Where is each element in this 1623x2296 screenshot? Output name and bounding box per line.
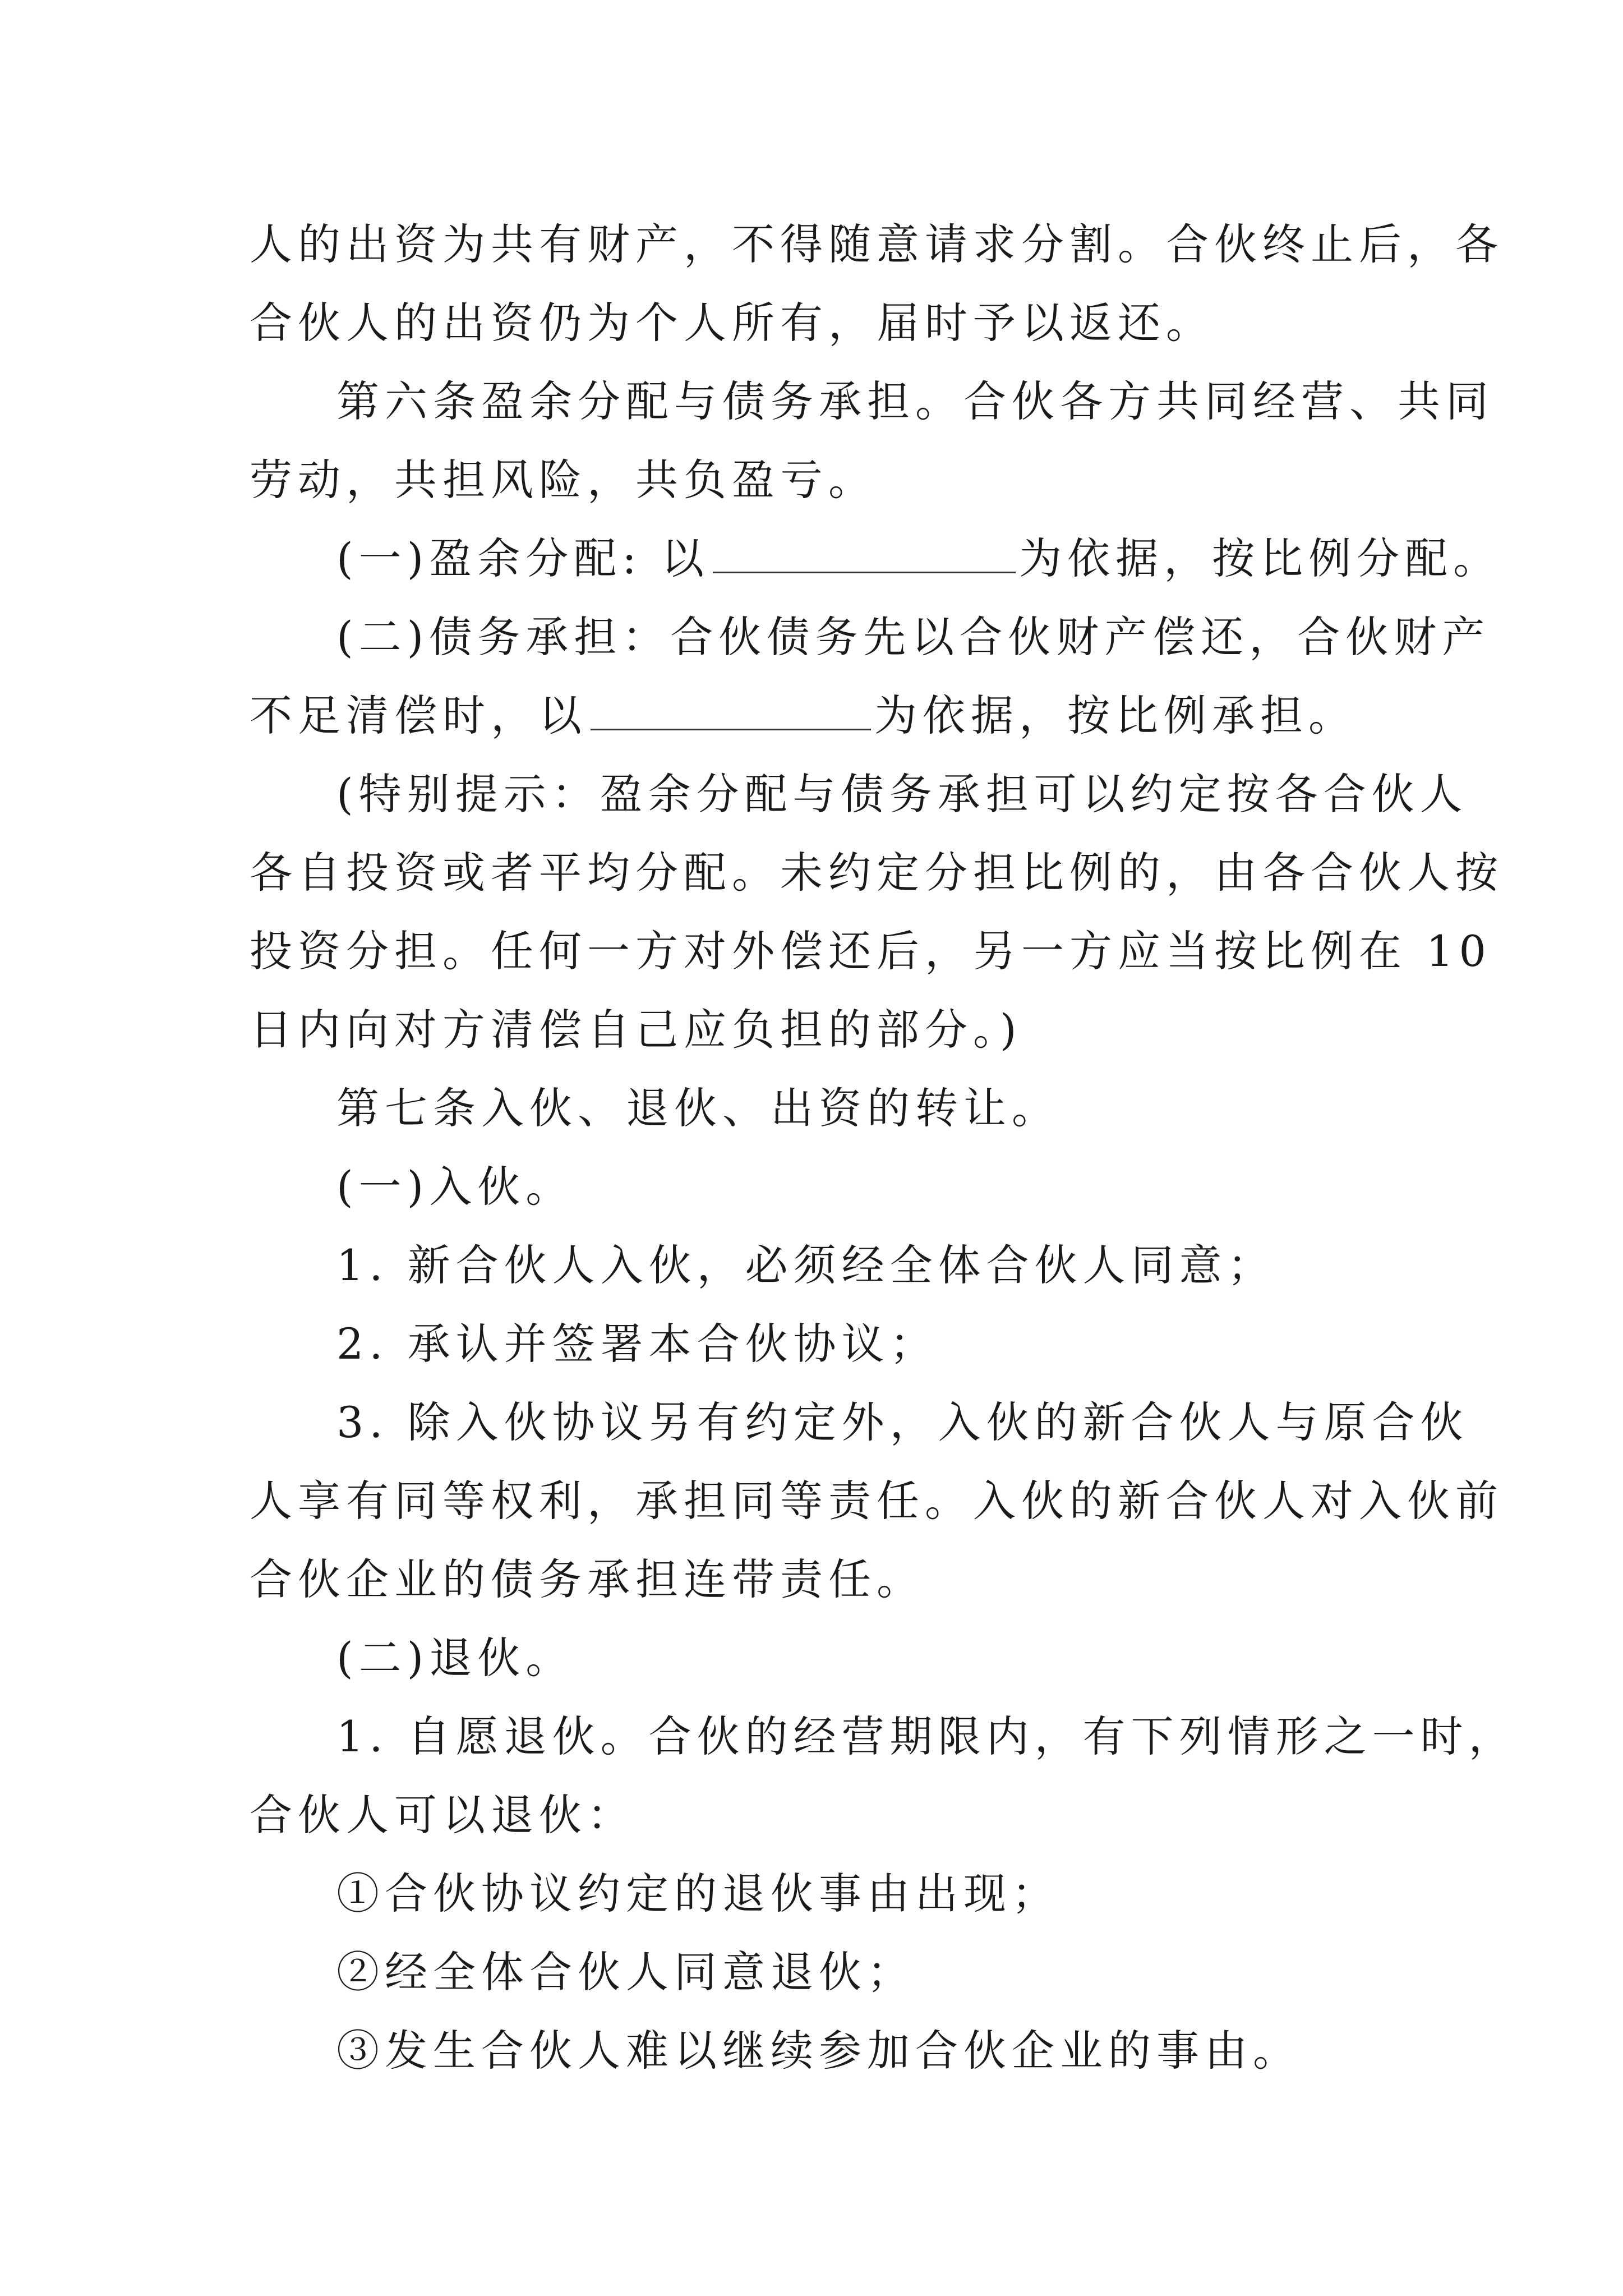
fill-in-blank[interactable] bbox=[591, 689, 871, 730]
list-item: ①合伙协议约定的退伙事由出现； bbox=[336, 1869, 1060, 1918]
text-line: (二)债务承担：合伙债务先以合伙财产偿还，合伙财产 bbox=[336, 612, 1491, 662]
debt-bearing-line bbox=[250, 689, 1357, 743]
list-item: 1. 自愿退伙。合伙的经营期限内，有下列情形之一时， bbox=[336, 1711, 1517, 1761]
text-line: 人的出资为共有财产，不得随意请求分割。合伙终止后，各 bbox=[250, 219, 1504, 269]
text-line: 合伙企业的债务承担连带责任。 bbox=[250, 1554, 925, 1604]
special-note: (特别提示：盈余分配与债务承担可以约定按各合伙人 bbox=[336, 769, 1468, 819]
text-line: 合伙人可以退伙： bbox=[250, 1790, 635, 1840]
text-segment: 为依据，按比例承担。 bbox=[874, 691, 1357, 740]
text-segment: (一)盈余分配: 以 bbox=[336, 533, 710, 583]
fill-in-blank[interactable] bbox=[713, 532, 1016, 573]
list-item: ②经全体合伙人同意退伙； bbox=[336, 1947, 915, 1997]
list-item: ③发生合伙人难以继续参加合伙企业的事由。 bbox=[336, 2026, 1301, 2076]
text-segment: 不足清偿时，以 bbox=[250, 691, 587, 740]
text-line: 投资分担。任何一方对外偿还后，另一方应当按比例在 10 bbox=[250, 926, 1492, 976]
profit-distribution-line bbox=[336, 532, 1501, 586]
text-line: 各自投资或者平均分配。未约定分担比例的，由各合伙人按 bbox=[250, 848, 1504, 898]
list-item: 3. 除入伙协议另有约定外，入伙的新合伙人与原合伙 bbox=[336, 1397, 1469, 1447]
list-item: 1. 新合伙人入伙，必须经全体合伙人同意； bbox=[336, 1240, 1276, 1290]
text-line: 合伙人的出资仍为个人所有，届时予以返还。 bbox=[250, 298, 1214, 348]
text-line: 日内向对方清偿自己应负担的部分。) bbox=[250, 1005, 1022, 1055]
text-line: 人享有同等权利，承担同等责任。入伙的新合伙人对入伙前 bbox=[250, 1476, 1504, 1526]
text-segment: 为依据，按比例分配。 bbox=[1019, 533, 1502, 583]
text-line: 劳动，共担风险，共负盈亏。 bbox=[250, 455, 877, 505]
article-6-heading: 第六条盈余分配与债务承担。合伙各方共同经营、共同 bbox=[336, 376, 1494, 426]
article-7-heading: 第七条入伙、退伙、出资的转让。 bbox=[336, 1083, 1060, 1133]
list-item: 2. 承认并签署本合伙协议； bbox=[336, 1319, 938, 1369]
section-heading: (一)入伙。 bbox=[336, 1162, 574, 1212]
section-heading: (二)退伙。 bbox=[336, 1633, 574, 1683]
